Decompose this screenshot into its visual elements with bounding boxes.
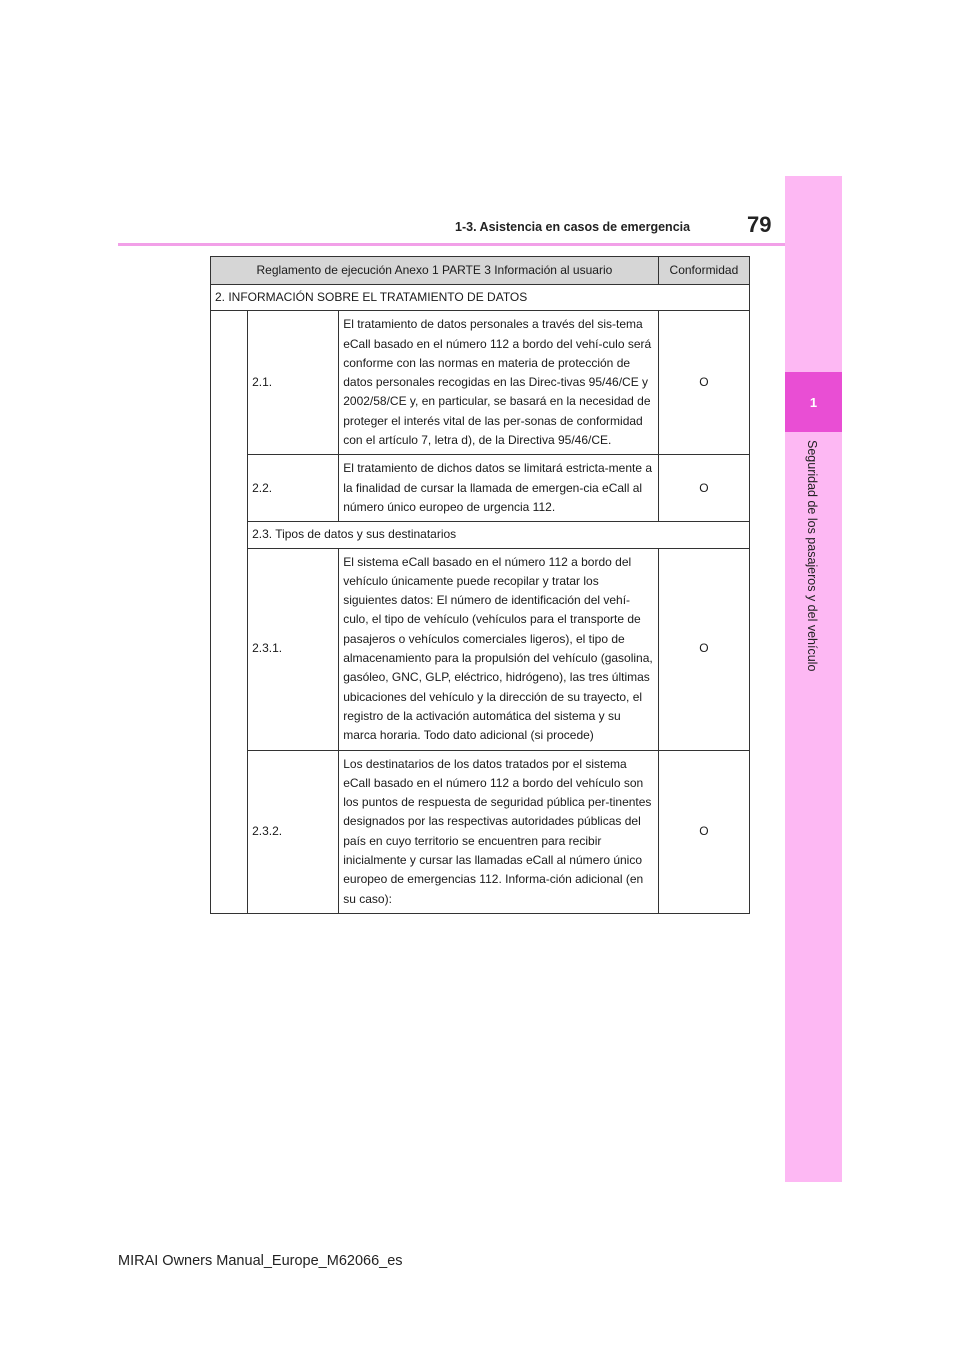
row-text: Los destinatarios de los datos tratados por el sistema eCall basado en el número 112 a bordo del vehículo son los puntos de respuesta de seguridad pública per-tinentes designados por las respectivas autoridades públicas del país en cuyo territorio se encuentren para recibir inicialmente y cursar las llamadas eCall al número único europeo de emergencias 112. Informa-ción adicional (en su caso): — [339, 750, 659, 913]
chapter-side-label: Seguridad de los pasajeros y del vehículo — [805, 440, 819, 672]
section-title: 1-3. Asistencia en casos de emergencia — [455, 220, 691, 234]
section-heading: 2. INFORMACIÓN SOBRE EL TRATAMIENTO DE DATOS — [211, 285, 750, 311]
table-header-row — [211, 257, 750, 285]
footer-manual-id: MIRAI Owners Manual_Europe_M62066_es — [118, 1253, 403, 1269]
row-number: 2.3.2. — [248, 750, 339, 913]
table-header-regulation: Reglamento de ejecución Anexo 1 PARTE 3 Información al usuario — [211, 257, 659, 285]
row-conformity: O — [658, 455, 749, 522]
table-row — [211, 750, 750, 913]
chapter-side-tab — [785, 176, 842, 1182]
row-conformity: O — [658, 311, 749, 455]
table-row — [211, 311, 750, 455]
row-conformity: O — [658, 548, 749, 750]
table-row — [211, 455, 750, 522]
row-text: El sistema eCall basado en el número 112 a bordo del vehículo únicamente puede recopilar y tratar los siguientes datos: El número de identificación del vehí-culo, el tipo de vehículo (vehículos para el transporte de pasajeros o vehículos comerciales ligeros), el tipo de almacenamiento para la propulsión del vehículo (gasolina, gasóleo, GNC, GLP, eléctrico, hidrógeno), las tres últimas ubicaciones del vehículo y la dirección de su trayecto, el registro de la activación automática del sistema y su marca horaria. Todo dato adicional (si procede) — [339, 548, 659, 750]
section-row — [211, 285, 750, 311]
subsection-row — [211, 522, 750, 548]
header-divider — [118, 243, 785, 246]
subsection-heading: 2.3. Tipos de datos y sus destinatarios — [248, 522, 750, 548]
row-conformity: O — [658, 750, 749, 913]
row-text: El tratamiento de dichos datos se limitará estricta-mente a la finalidad de cursar la llamada de emergen-cia eCall al número único europeo de urgencia 112. — [339, 455, 659, 522]
chapter-number-badge: 1 — [785, 372, 842, 432]
indent-cell — [211, 311, 248, 914]
row-number: 2.1. — [248, 311, 339, 455]
regulation-table — [210, 256, 750, 914]
row-text: El tratamiento de datos personales a través del sis-tema eCall basado en el número 112 a bordo del vehí-culo será conforme con las normas en materia de protección de datos personales recogidas en las Direc-tivas 95/46/CE y 2002/58/CE y, en particular, se basará en la necesidad de proteger el interés vital de las per-sonas de conformidad con el artículo 7, letra d), de la Directiva 95/46/CE. — [339, 311, 659, 455]
page-number: 79 — [747, 212, 772, 237]
table-row — [211, 548, 750, 750]
row-number: 2.2. — [248, 455, 339, 522]
row-number: 2.3.1. — [248, 548, 339, 750]
table-header-conformity: Conformidad — [658, 257, 749, 285]
